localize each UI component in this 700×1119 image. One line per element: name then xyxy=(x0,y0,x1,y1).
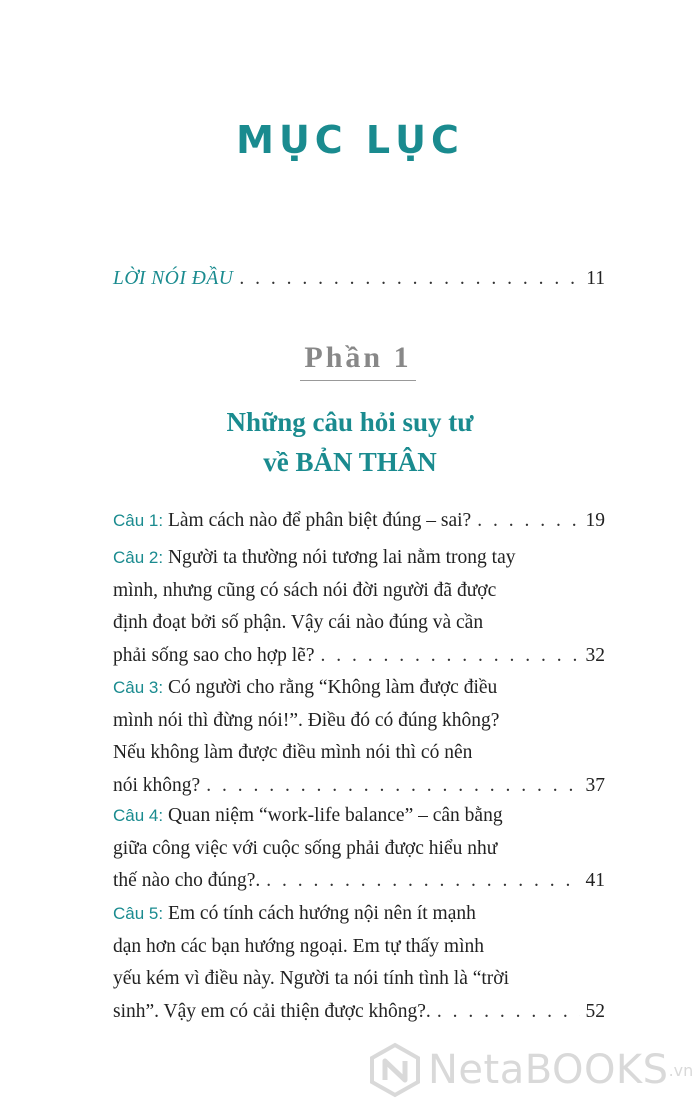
question-text-line: giữa công việc với cuộc sống phải được hiểu như xyxy=(113,837,498,859)
toc-page-number: 11 xyxy=(586,268,605,289)
part-divider xyxy=(300,380,416,381)
question-text-line: sinh”. Vậy em có cải thiện được không?. xyxy=(113,1000,431,1022)
part-title-line: về BẢN THÂN xyxy=(263,447,437,477)
question-text-line: yếu kém vì điều này. Người ta nói tính tình là “trời xyxy=(113,968,510,989)
dot-leader xyxy=(239,262,580,295)
question-text-line: thế nào cho đúng?. xyxy=(113,870,261,891)
question-text-line: Người ta thường nói tương lai nằm trong tay xyxy=(167,547,516,568)
toc-page-number: 32 xyxy=(585,644,605,666)
question-label: Câu 2: xyxy=(113,548,164,567)
watermark-brand: NetaBOOKS xyxy=(428,1047,669,1093)
part-label: Phần 1 xyxy=(304,341,412,374)
question-text-line: mình nói thì đừng nói!”. Điều đó có đúng không? xyxy=(113,709,500,731)
toc-question-5[interactable] xyxy=(113,898,605,1028)
question-label: Câu 1: xyxy=(113,511,164,530)
question-text-line: Em có tính cách hướng nội nên ít mạnh xyxy=(167,903,476,924)
question-text-line: phải sống sao cho hợp lẽ? xyxy=(113,644,315,666)
dot-leader xyxy=(320,640,579,673)
question-text-line: Làm cách nào để phân biệt đúng – sai? xyxy=(167,510,472,531)
toc-page-number: 19 xyxy=(585,510,605,531)
toc-question-3[interactable] xyxy=(113,672,605,802)
question-label: Câu 5: xyxy=(113,904,164,923)
question-text-line: dạn hơn các bạn hướng ngoại. Em tự thấy mình xyxy=(113,935,485,957)
dot-leader xyxy=(206,770,579,803)
part-title-line: Những câu hỏi suy tư xyxy=(226,407,474,437)
toc-entry-label: LỜI NÓI ĐẦU xyxy=(113,268,234,289)
watermark xyxy=(368,1042,693,1098)
netabooks-logo-icon xyxy=(368,1042,422,1098)
question-label: Câu 4: xyxy=(113,806,164,825)
question-label: Câu 3: xyxy=(113,678,164,697)
toc-question-4[interactable] xyxy=(113,800,605,898)
toc-question-2[interactable] xyxy=(113,542,605,672)
toc-entry-intro[interactable] xyxy=(113,262,605,295)
dot-leader xyxy=(266,865,579,898)
toc-page-number: 37 xyxy=(585,774,605,796)
question-text-line: Nếu không làm được điều mình nói thì có nên xyxy=(113,742,473,763)
dot-leader xyxy=(437,996,580,1029)
page-title: MỤC LỤC xyxy=(236,118,464,162)
question-text-line: định đoạt bởi số phận. Vậy cái nào đúng và cần xyxy=(113,612,484,633)
question-text-line: nói không? xyxy=(113,774,201,796)
toc-question-1[interactable] xyxy=(113,505,605,538)
question-text-line: Quan niệm “work-life balance” – cân bằng xyxy=(167,805,503,826)
question-text-line: mình, nhưng cũng có sách nói đời người đã được xyxy=(113,579,497,601)
watermark-tld: .vn xyxy=(668,1060,694,1080)
toc-page-number: 52 xyxy=(585,1000,605,1022)
toc-page-number: 41 xyxy=(585,870,605,891)
part-title xyxy=(0,402,700,482)
dot-leader xyxy=(477,505,579,538)
question-text-line: Có người cho rằng “Không làm được điều xyxy=(167,677,498,698)
